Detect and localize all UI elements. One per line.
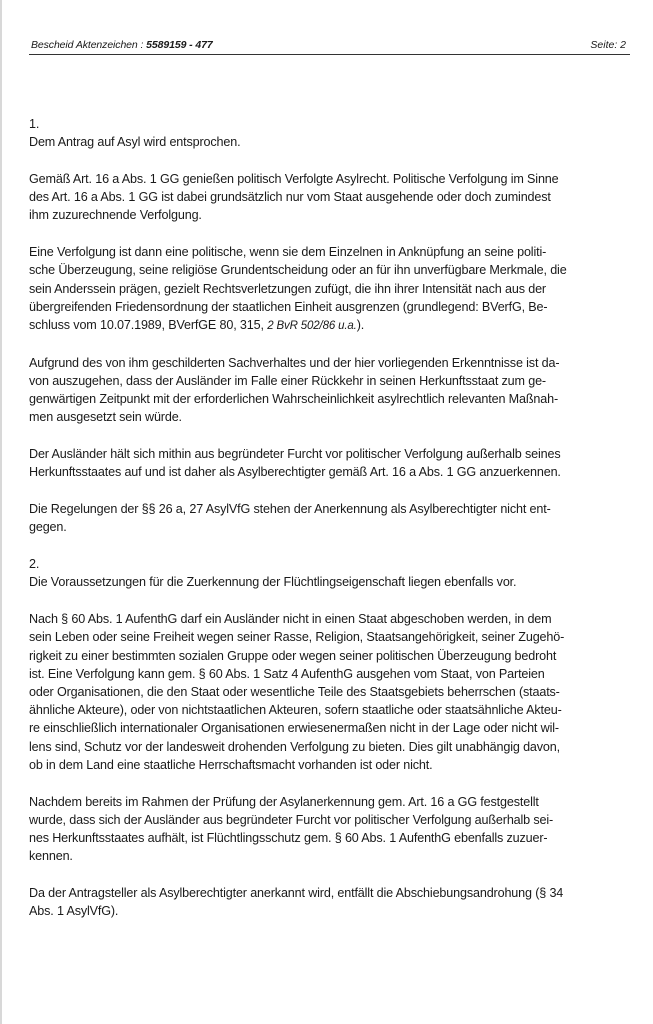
- case-reference-number: 5589159 - 477: [146, 39, 213, 51]
- citation-close: ).: [356, 318, 365, 333]
- paragraph-line: Die Voraussetzungen für die Zuerkennung der Flüchtlingseigenschaft liegen ebenfalls vor.: [29, 575, 517, 590]
- section-number: 2.: [29, 557, 40, 572]
- section-2: [29, 555, 634, 591]
- case-reference-label: Bescheid Aktenzeichen :: [31, 39, 147, 51]
- paragraph: [29, 793, 634, 866]
- paragraph: [29, 354, 634, 427]
- paragraph-line-with-citation: [29, 316, 634, 335]
- document-body: [29, 115, 634, 939]
- paragraph-line: Die Regelungen der §§ 26 a, 27 AsylVfG stehen der Anerkennung als Asylberechtigter nicht ent-: [29, 502, 551, 517]
- paragraph: [29, 243, 634, 335]
- paragraph-line: ist. Eine Verfolgung kann gem. § 60 Abs. 1 Satz 4 AufenthG ausgehen vom Staat, von Parteien: [29, 666, 545, 681]
- paragraph-line: Der Ausländer hält sich mithin aus begründeter Furcht vor politischer Verfolgung außerhalb seines: [29, 447, 561, 462]
- paragraph-line: men ausgesetzt sein würde.: [29, 410, 182, 425]
- paragraph-line: wurde, dass sich der Ausländer aus begründeter Furcht vor politischer Verfolgung außerhalb sei-: [29, 812, 554, 827]
- paragraph: [29, 445, 634, 481]
- case-citation: 2 BvR 502/86 u.a.: [267, 320, 357, 333]
- paragraph-line: des Art. 16 a Abs. 1 GG ist dabei grundsätzlich nur vom Staat ausgehende oder doch zumindest: [29, 190, 551, 205]
- paragraph-line: sein Leben oder seine Freiheit wegen seiner Rasse, Religion, Staatsangehörigkeit, seiner Zugehö-: [29, 630, 565, 645]
- paragraph: [29, 610, 634, 774]
- paragraph-line: Aufgrund des von ihm geschilderten Sachverhaltes und der hier vorliegenden Erkenntnisse ist da-: [29, 355, 560, 370]
- section-number: 1.: [29, 117, 40, 131]
- paragraph-line: Nachdem bereits im Rahmen der Prüfung der Asylanerkennung gem. Art. 16 a GG festgestellt: [29, 794, 539, 809]
- paragraph-line: genwärtigen Zeitpunkt mit der erforderlichen Wahrscheinlichkeit asylrechtlich relevanten Maßnah-: [29, 392, 559, 407]
- paragraph-line: re einschließlich internationaler Organisationen erwiesenermaßen nicht in der Lage oder nicht wil-: [29, 721, 559, 736]
- paragraph-line: oder Organisationen, die den Staat oder wesentliche Teile des Staatsgebiets beherrschen (staats-: [29, 685, 560, 700]
- paragraph-line: gegen.: [29, 520, 67, 535]
- paragraph-line: lens sind, Schutz vor der landesweit drohenden Verfolgung zu bieten. Dies gilt unabhängig davon,: [29, 739, 560, 754]
- paragraph-line: ähnliche Akteure), oder von nichtstaatlichen Akteuren, sofern staatliche oder staatsähnliche Akteu-: [29, 703, 562, 718]
- paragraph-line: Da der Antragsteller als Asylberechtigter anerkannt wird, entfällt die Abschiebungsandrohung (§ 34: [29, 886, 564, 901]
- paragraph-line-text: schluss vom 10.07.1989, BVerfGE 80, 315,: [29, 318, 268, 333]
- paragraph-line: rigkeit zu einer bestimmten sozialen Gruppe oder wegen seiner politischen Überzeugung bedroht: [29, 648, 557, 663]
- paragraph-line: Gemäß Art. 16 a Abs. 1 GG genießen politisch Verfolgte Asylrecht. Politische Verfolgung im Sinne: [29, 172, 559, 186]
- page-header: [29, 38, 630, 55]
- paragraph-line: Eine Verfolgung ist dann eine politische, wenn sie dem Einzelnen in Anknüpfung an seine politi-: [29, 245, 547, 260]
- paragraph-line: ob in dem Land eine staatliche Herrschaftsmacht vorhanden ist oder nicht.: [29, 757, 433, 772]
- paragraph-line: sche Überzeugung, seine religiöse Grundentscheidung oder an für ihn unverfügbare Merkmale, die: [29, 263, 567, 278]
- paragraph-line: Dem Antrag auf Asyl wird entsprochen.: [29, 135, 241, 150]
- paragraph-line: von auszugehen, dass der Ausländer im Falle einer Rückkehr in seinen Herkunftsstaat zum ge-: [29, 374, 546, 389]
- paragraph: [29, 170, 634, 225]
- paragraph: [29, 500, 634, 536]
- paragraph-line: ihm zuzurechnende Verfolgung.: [29, 208, 202, 223]
- paragraph-line: nes Herkunftsstaates aufhält, ist Flüchtlingsschutz gem. § 60 Abs. 1 AufenthG ebenfalls zuzuer-: [29, 831, 548, 846]
- paragraph-line: Herkunftsstaates auf und ist daher als Asylberechtigter gemäß Art. 16 a Abs. 1 GG anzuerkennen.: [29, 465, 561, 480]
- paragraph-line: kennen.: [29, 849, 73, 864]
- section-1: [29, 115, 634, 151]
- paragraph-line: Nach § 60 Abs. 1 AufenthG darf ein Ausländer nicht in einen Staat abgeschoben werden, in dem: [29, 612, 552, 627]
- page-number: Seite: 2: [590, 39, 626, 51]
- paragraph-line: Abs. 1 AsylVfG).: [29, 904, 119, 919]
- paragraph-line: übergreifenden Friedensordnung der staatlichen Einheit ausgrenzen (grundlegend: BVerfG, Be-: [29, 299, 548, 314]
- paragraph: [29, 884, 634, 920]
- case-reference: [31, 39, 213, 51]
- page-edge: [0, 0, 2, 1024]
- paragraph-line: sein Anderssein prägen, gezielt Rechtsverletzungen zufügt, die ihn ihrer Intensität nach aus der: [29, 281, 546, 296]
